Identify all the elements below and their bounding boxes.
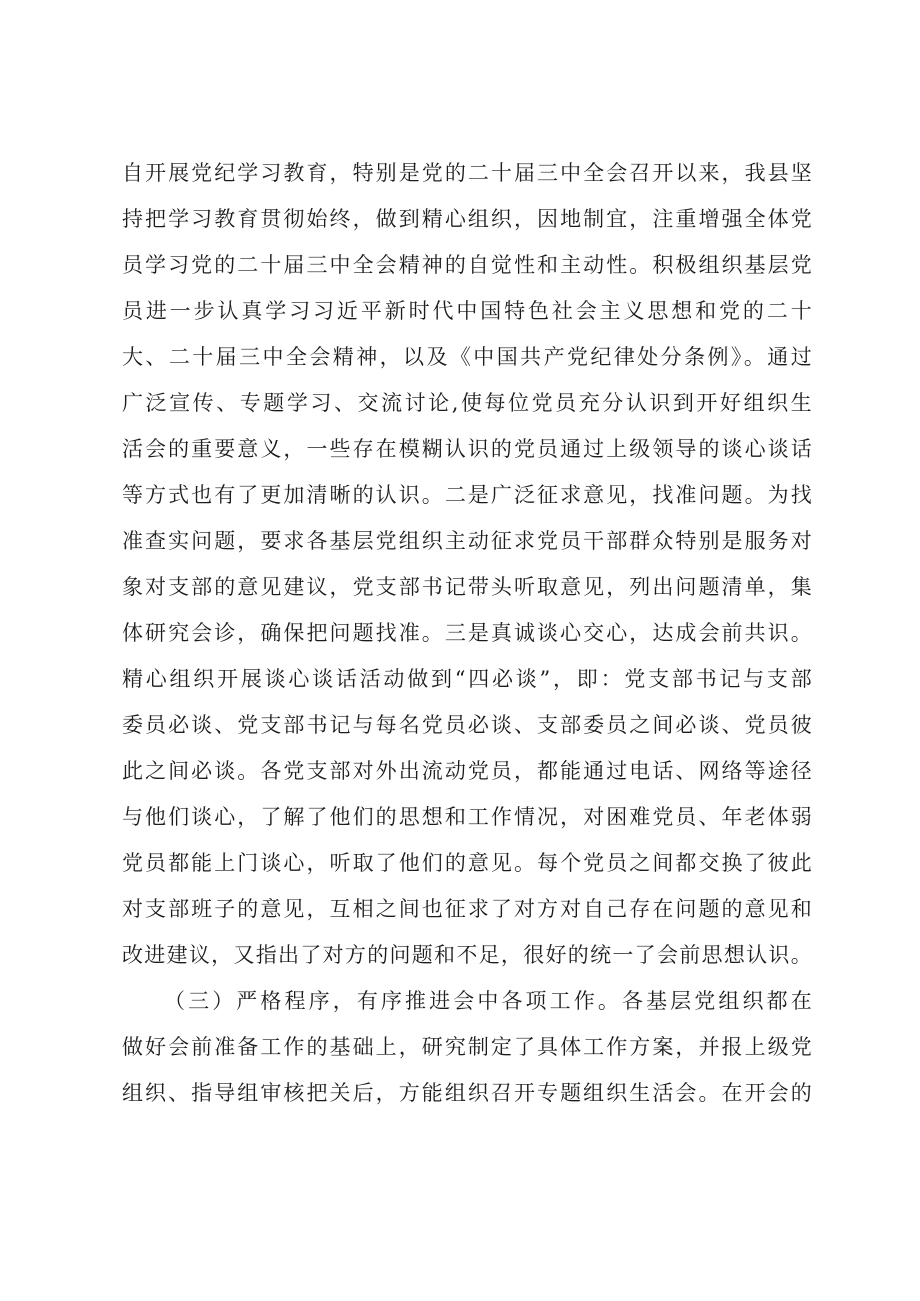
body-text (122, 150, 812, 1116)
text-line-20: 做好会前准备工作的基础上，研究制定了具体工作方案，并报上级党 (122, 1035, 812, 1059)
text-line-10: 象对支部的意见建议，党支部书记带头听取意见，列出问题清单，集 (122, 575, 812, 599)
text-line-4: 员进一步认真学习习近平新时代中国特色社会主义思想和党的二十 (122, 299, 812, 323)
text-line-13: 委员必谈、党支部书记与每名党员必谈、支部委员之间必谈、党员彼 (122, 713, 812, 737)
text-line-5: 大、二十届三中全会精神，以及《中国共产党纪律处分条例》。通过 (122, 345, 812, 369)
text-line-9: 准查实问题，要求各基层党组织主动征求党员干部群众特别是服务对 (122, 529, 812, 553)
text-line-14: 此之间必谈。各党支部对外出流动党员，都能通过电话、网络等途径 (122, 759, 812, 783)
text-line-17: 对支部班子的意见，互相之间也征求了对方对自己存在问题的意见和 (122, 897, 812, 921)
section-heading-line: （三）严格程序，有序推进会中各项工作。各基层党组织都在 (164, 989, 812, 1013)
text-line-8: 等方式也有了更加清晰的认识。二是广泛征求意见，找准问题。为找 (122, 483, 812, 507)
text-line-15: 与他们谈心，了解了他们的思想和工作情况，对困难党员、年老体弱 (122, 805, 812, 829)
text-line-21: 组织、指导组审核把关后，方能组织召开专题组织生活会。在开会的 (122, 1081, 812, 1105)
text-line-16: 党员都能上门谈心，听取了他们的意见。每个党员之间都交换了彼此 (122, 851, 812, 875)
text-line-1: 自开展党纪学习教育，特别是党的二十届三中全会召开以来，我县坚 (122, 161, 812, 185)
text-line-2: 持把学习教育贯彻始终，做到精心组织，因地制宜，注重增强全体党 (122, 207, 812, 231)
text-line-6: 广泛宣传、专题学习、交流讨论,使每位党员充分认识到开好组织生 (122, 391, 812, 415)
text-line-11: 体研究会诊，确保把问题找准。三是真诚谈心交心，达成会前共识。 (122, 621, 812, 645)
text-line-18: 改进建议，又指出了对方的问题和不足，很好的统一了会前思想认识。 (122, 943, 812, 967)
text-line-3: 员学习党的二十届三中全会精神的自觉性和主动性。积极组织基层党 (122, 253, 812, 277)
text-line-7: 活会的重要意义，一些存在模糊认识的党员通过上级领导的谈心谈话 (122, 437, 812, 461)
text-line-12: 精心组织开展谈心谈话活动做到“四必谈”，即：党支部书记与支部 (122, 667, 812, 691)
